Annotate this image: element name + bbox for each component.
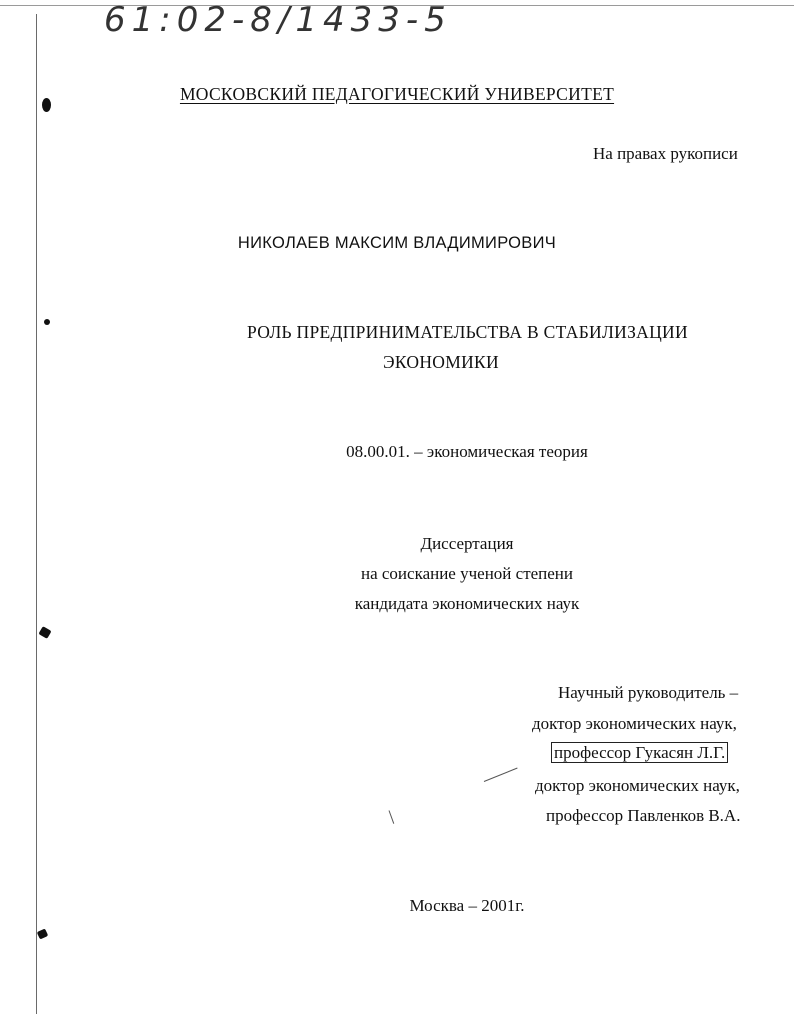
pen-stroke [389, 810, 395, 823]
supervisor-second-title: доктор экономических наук, [535, 776, 740, 795]
university-name: МОСКОВСКИЙ ПЕДАГОГИЧЕСКИЙ УНИВЕРСИТЕТ [179, 84, 615, 104]
place-and-year: Москва – 2001г. [409, 896, 525, 915]
specialty-code: 08.00.01. – экономическая теория [346, 442, 588, 461]
dissertation-title-line2: ЭКОНОМИКИ [383, 352, 499, 372]
supervisor-heading: Научный руководитель – [558, 683, 739, 702]
scan-edge-left [36, 14, 37, 1014]
dissertation-title-line1: РОЛЬ ПРЕДПРИНИМАТЕЛЬСТВА В СТАБИЛИЗАЦИИ [247, 322, 688, 342]
supervisor-first-name: профессор Гукасян Л.Г. [551, 743, 728, 763]
degree-line1: Диссертация [420, 534, 514, 553]
author-name: НИКОЛАЕВ МАКСИМ ВЛАДИМИРОВИЧ [237, 234, 557, 252]
scan-mark [38, 626, 51, 639]
scan-mark [44, 319, 50, 325]
degree-line3: кандидата экономических наук [354, 594, 580, 613]
supervisor-first-title: доктор экономических наук, [532, 714, 737, 733]
scan-mark [37, 928, 49, 939]
degree-line2: на соискание ученой степени [360, 564, 574, 583]
supervisor-second-name: профессор Павленков В.А. [546, 806, 741, 825]
handwritten-catalog-number: 61:02-8/1433-5 [104, 0, 452, 40]
manuscript-note: На правах рукописи [593, 144, 738, 163]
pen-stroke [484, 768, 518, 782]
